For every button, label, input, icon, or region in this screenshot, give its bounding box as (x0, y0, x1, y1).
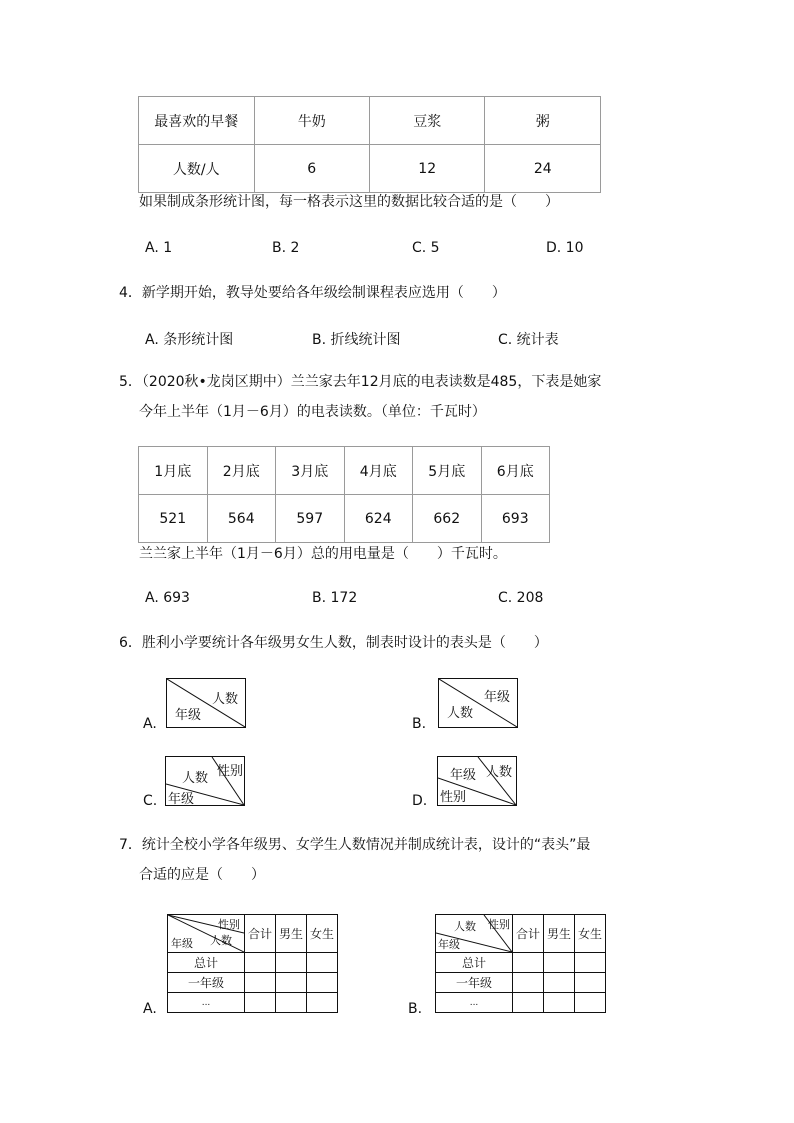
header-label-top: 人数 (212, 692, 239, 707)
q3-question: 如果制成条形统计图，每一格表示这里的数据比较合适的是（ ） (139, 194, 559, 210)
q5-question-line1: 5．（2020秋•龙岗区期中）兰兰家去年12月底的电表读数是485，下表是她家 (119, 374, 602, 390)
table-cell: 最喜欢的早餐 (139, 97, 255, 145)
header-label-bottom: 年级 (438, 938, 460, 951)
table-cell (245, 953, 276, 973)
table-cell: 3月底 (276, 447, 345, 495)
header-label-top: 年级 (484, 690, 511, 705)
q6-option-d-header[interactable] (437, 756, 517, 806)
table-cell (513, 973, 544, 993)
row-header: ... (168, 993, 245, 1013)
q7-question-line1: 7．统计全校小学各年级男、女学生人数情况并制成统计表，设计的“表头”最 (119, 837, 591, 853)
table-cell: 597 (276, 495, 345, 543)
header-label-top: 性别 (488, 918, 510, 931)
table-cell: 5月底 (413, 447, 482, 495)
table-cell: 粥 (485, 97, 601, 145)
table-cell: 2月底 (207, 447, 276, 495)
table-cell (544, 993, 575, 1013)
table-cell: 521 (139, 495, 208, 543)
header-label-mid: 人数 (182, 771, 209, 786)
header-label-bottom: 年级 (175, 708, 202, 723)
table-cell: 1月底 (139, 447, 208, 495)
row-header: 总计 (436, 953, 513, 973)
q4-option-c[interactable]: C. 统计表 (498, 332, 559, 348)
header-label-top: 性别 (217, 764, 244, 779)
table-cell (575, 973, 606, 993)
q5-option-a[interactable]: A. 693 (145, 590, 190, 606)
row-header: ... (436, 993, 513, 1013)
table-cell (307, 953, 338, 973)
table-cell (513, 993, 544, 1013)
header-label-bottom: 性别 (440, 790, 467, 805)
header-label-mid: 人数 (454, 920, 476, 933)
column-header: 女生 (575, 915, 606, 953)
q6-question: 6．胜利小学要统计各年级男女生人数，制表时设计的表头是（ ） (119, 635, 548, 651)
table-cell: 牛奶 (254, 97, 369, 145)
q6-option-a-header[interactable] (166, 678, 246, 728)
table-cell (544, 973, 575, 993)
column-header: 女生 (307, 915, 338, 953)
q3-option-c[interactable]: C. 5 (412, 240, 440, 256)
table-cell: 693 (481, 495, 550, 543)
header-label-top: 人数 (486, 765, 513, 780)
diagonal-header-cell (168, 915, 245, 953)
header-label-mid: 年级 (450, 768, 477, 783)
q6-option-a-letter[interactable]: A. (143, 716, 157, 732)
q5-question-line2: 今年上半年（1月－6月）的电表读数。（单位：千瓦时） (139, 404, 486, 420)
q4-question: 4．新学期开始，教导处要给各年级绘制课程表应选用（ ） (119, 285, 506, 301)
table-cell (276, 953, 307, 973)
column-header: 合计 (245, 915, 276, 953)
q6-option-b-letter[interactable]: B. (412, 716, 427, 732)
q6-option-b-header[interactable] (438, 678, 518, 728)
header-label-top: 性别 (218, 918, 240, 931)
table-cell (575, 953, 606, 973)
table-cell (513, 953, 544, 973)
breakfast-table (138, 96, 601, 193)
table-cell: 6月底 (481, 447, 550, 495)
row-header: 一年级 (168, 973, 245, 993)
q3-option-b[interactable]: B. 2 (272, 240, 300, 256)
q6-option-c-letter[interactable]: C. (143, 793, 158, 809)
column-header: 男生 (544, 915, 575, 953)
table-cell (245, 993, 276, 1013)
table-cell (276, 973, 307, 993)
table-cell (307, 993, 338, 1013)
table-cell (307, 973, 338, 993)
q5-option-c[interactable]: C. 208 (498, 590, 544, 606)
meter-table (138, 446, 550, 543)
table-cell: 6 (254, 145, 369, 193)
q6-option-c-header[interactable] (165, 756, 245, 806)
q3-option-d[interactable]: D. 10 (546, 240, 584, 256)
table-cell (575, 993, 606, 1013)
q3-option-a[interactable]: A. 1 (145, 240, 173, 256)
table-cell: 12 (369, 145, 485, 193)
table-cell (276, 993, 307, 1013)
column-header: 合计 (513, 915, 544, 953)
diagonal-header-cell (436, 915, 513, 953)
table-cell: 24 (485, 145, 601, 193)
q5-option-b[interactable]: B. 172 (312, 590, 358, 606)
table-cell: 564 (207, 495, 276, 543)
q6-option-d-letter[interactable]: D. (412, 793, 428, 809)
q4-option-b[interactable]: B. 折线统计图 (312, 332, 401, 348)
table-cell (544, 953, 575, 973)
q7-option-b-letter[interactable]: B. (408, 1001, 423, 1017)
q7-option-a-table[interactable] (167, 914, 338, 1013)
q5-question: 兰兰家上半年（1月－6月）总的用电量是（ ）千瓦时。 (139, 546, 507, 562)
table-cell: 4月底 (344, 447, 413, 495)
q7-question-line2: 合适的应是（ ） (139, 867, 265, 883)
header-label-bottom: 人数 (447, 706, 474, 721)
column-header: 男生 (276, 915, 307, 953)
row-header: 总计 (168, 953, 245, 973)
header-label-bottom: 年级 (168, 792, 195, 807)
header-label-mid: 人数 (210, 934, 232, 947)
row-header: 一年级 (436, 973, 513, 993)
table-cell: 662 (413, 495, 482, 543)
q7-option-a-letter[interactable]: A. (143, 1001, 157, 1017)
q7-option-b-table[interactable] (435, 914, 606, 1013)
table-cell (245, 973, 276, 993)
table-cell: 人数/人 (139, 145, 255, 193)
table-cell: 豆浆 (369, 97, 485, 145)
q4-option-a[interactable]: A. 条形统计图 (145, 332, 234, 348)
table-cell: 624 (344, 495, 413, 543)
header-label-bottom: 年级 (171, 937, 193, 950)
